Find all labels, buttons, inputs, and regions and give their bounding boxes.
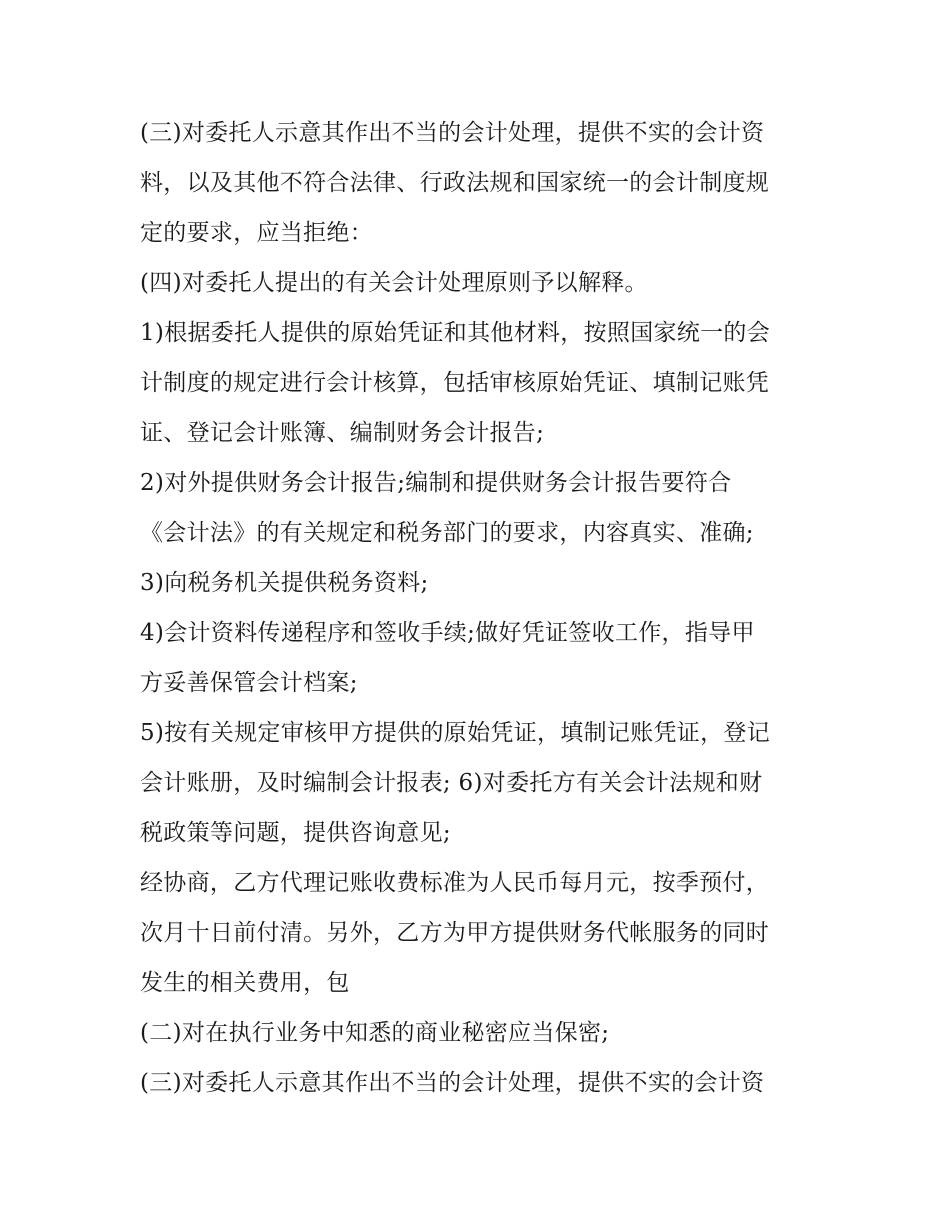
text-line: 方妥善保管会计档案; <box>140 670 358 696</box>
document-body <box>140 108 820 1108</box>
text-line: 证、登记会计账簿、编制财务会计报告; <box>140 420 545 446</box>
text-line: (三)对委托人示意其作出不当的会计处理，提供不实的会计资 <box>140 1070 765 1096</box>
text-line: (四)对委托人提出的有关会计处理原则予以解释。 <box>140 270 648 296</box>
text-line: 次月十日前付清。另外，乙方为甲方提供财务代帐服务的同时 <box>140 920 770 946</box>
text-line: 3)向税务机关提供税务资料; <box>140 570 429 596</box>
text-line: 计制度的规定进行会计核算，包括审核原始凭证、填制记账凭 <box>140 370 770 396</box>
text-line: (三)对委托人示意其作出不当的会计处理，提供不实的会计资 <box>140 120 765 146</box>
text-line: 定的要求，应当拒绝： <box>140 220 373 246</box>
text-line: 经协商，乙方代理记账收费标准为人民币每月元，按季预付， <box>140 870 770 896</box>
text-line: 会计账册，及时编制会计报表; 6)对委托方有关会计法规和财 <box>140 770 763 796</box>
text-line: 1)根据委托人提供的原始凭证和其他材料，按照国家统一的会 <box>140 320 771 346</box>
text-line: 税政策等问题，提供咨询意见; <box>140 820 451 846</box>
text-line: 《会计法》的有关规定和税务部门的要求，内容真实、准确; <box>140 520 754 546</box>
text-line: 2)对外提供财务会计报告;编制和提供财务会计报告要符合 <box>140 470 732 496</box>
text-line: 料，以及其他不符合法律、行政法规和国家统一的会计制度规 <box>140 170 770 196</box>
text-line: 5)按有关规定审核甲方提供的原始凭证，填制记账凭证，登记 <box>140 720 771 746</box>
text-line: 发生的相关费用，包 <box>140 970 350 996</box>
text-line: (二)对在执行业务中知悉的商业秘密应当保密; <box>140 1020 610 1046</box>
text-line: 4)会计资料传递程序和签收手续;做好凭证签收工作，指导甲 <box>140 620 755 646</box>
